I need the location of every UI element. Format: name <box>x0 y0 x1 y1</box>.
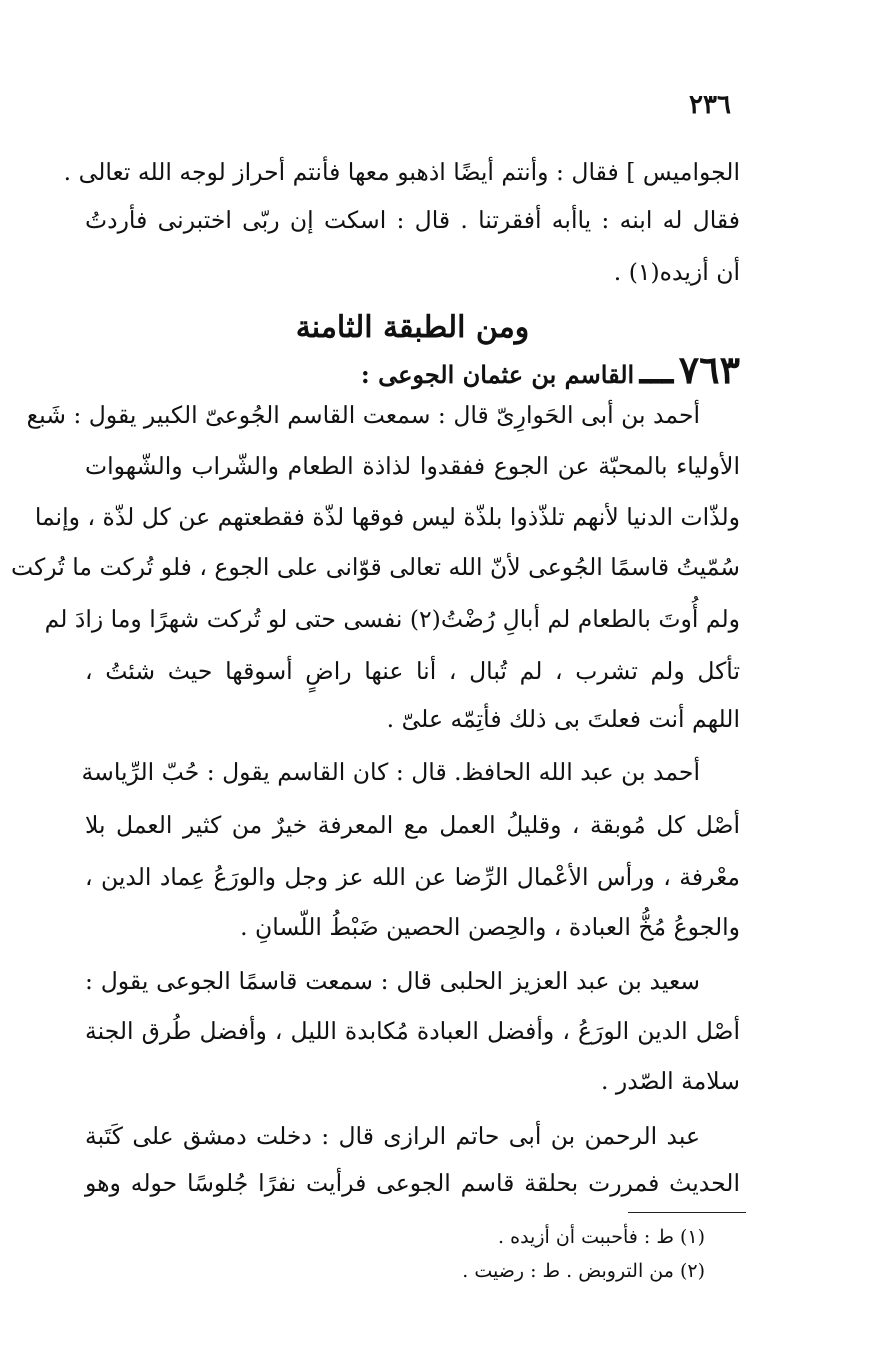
text-line: الأولياء بالمحبّة عن الجوع ففقدوا لذاذة الطعام والشّراب والشّهوات <box>85 452 740 480</box>
text-line: تأكل ولم تشرب ، لم تُبال ، أنا عنها راضٍ أسوقها حيث شئتُ ، <box>85 657 740 685</box>
text-line: سعيد بن عبد العزيز الحلبى قال : سمعت قاسمًا الجوعى يقول : <box>85 967 700 995</box>
text-line: معْرفة ، ورأس الأعْمال الرِّضا عن الله عز وجل والورَعُ عِماد الدين ، <box>85 863 740 891</box>
text-line: ولم أُوتَ بالطعام لم أبالِ رُضْتُ(٢) نفسى حتى لو تُركت شهرًا وما زادَ لم <box>44 605 740 633</box>
text-line: والجوعُ مُخُّ العبادة ، والحِصن الحصين ضَبْطُ اللّسانِ . <box>240 913 740 941</box>
entry-name: القاسم بن عثمان الجوعى : <box>360 360 635 389</box>
text-line: الحديث فمررت بحلقة قاسم الجوعى فرأيت نفرًا جُلوسًا حوله وهو <box>85 1169 740 1197</box>
text-line: أحمد بن أبى الحَوارِىّ قال : سمعت القاسم الجُوعىّ الكبير يقول : شَبع <box>26 401 700 429</box>
entry-dash: ـــ <box>639 347 674 392</box>
text-line: أن أزيده(١) . <box>613 258 740 286</box>
text-line: أصْل كل مُوبقة ، وقليلُ العمل مع المعرفة خيرٌ من كثير العمل بلا <box>85 811 740 839</box>
text-line: اللهم أنت فعلتَ بى ذلك فأتِمّه علىّ . <box>386 705 740 733</box>
text-line: عبد الرحمن بن أبى حاتم الرازى قال : دخلت دمشق على كَتَبة <box>85 1122 700 1150</box>
footnote-1: (١) ط : فأحببت أن أزيده . <box>498 1226 705 1248</box>
footnote-2: (٢) من التروبض . ط : رضيت . <box>462 1260 705 1282</box>
text-line: سلامة الصّدر . <box>600 1067 740 1095</box>
text-line: ولذّات الدنيا لأنهم تلذّذوا بلذّة ليس فوقها لذّة فقطعتهم عن كل لذّة ، وإنما <box>34 503 740 531</box>
entry-title <box>85 346 740 402</box>
text-line: أصْل الدين الورَعُ ، وأفضل العبادة مُكابدة الليل ، وأفضل طُرق الجنة <box>85 1017 740 1045</box>
entry-number: ٧٦٣ <box>678 347 740 392</box>
text-line: أحمد بن عبد الله الحافظ. قال : كان القاسم يقول : حُبّ الرِّياسة <box>81 758 700 786</box>
text-line: سُمّيتُ قاسمًا الجُوعى لأنّ الله تعالى قوّانى على الجوع ، فلو تُركت ما تُركت <box>11 553 740 581</box>
page-number: ٢٣٦ <box>689 90 731 120</box>
text-line: فقال له ابنه : ياأبه أفقرتنا . قال : اسكت إن ربّى اختبرنى فأردتُ <box>85 206 740 234</box>
text-line: الجواميس ] فقال : وأنتم أيضًا اذهبو معها فأنتم أحراز لوجه الله تعالى . <box>63 158 740 186</box>
footnote-divider <box>628 1212 746 1213</box>
section-heading: ومن الطبقة الثامنة <box>295 310 530 345</box>
